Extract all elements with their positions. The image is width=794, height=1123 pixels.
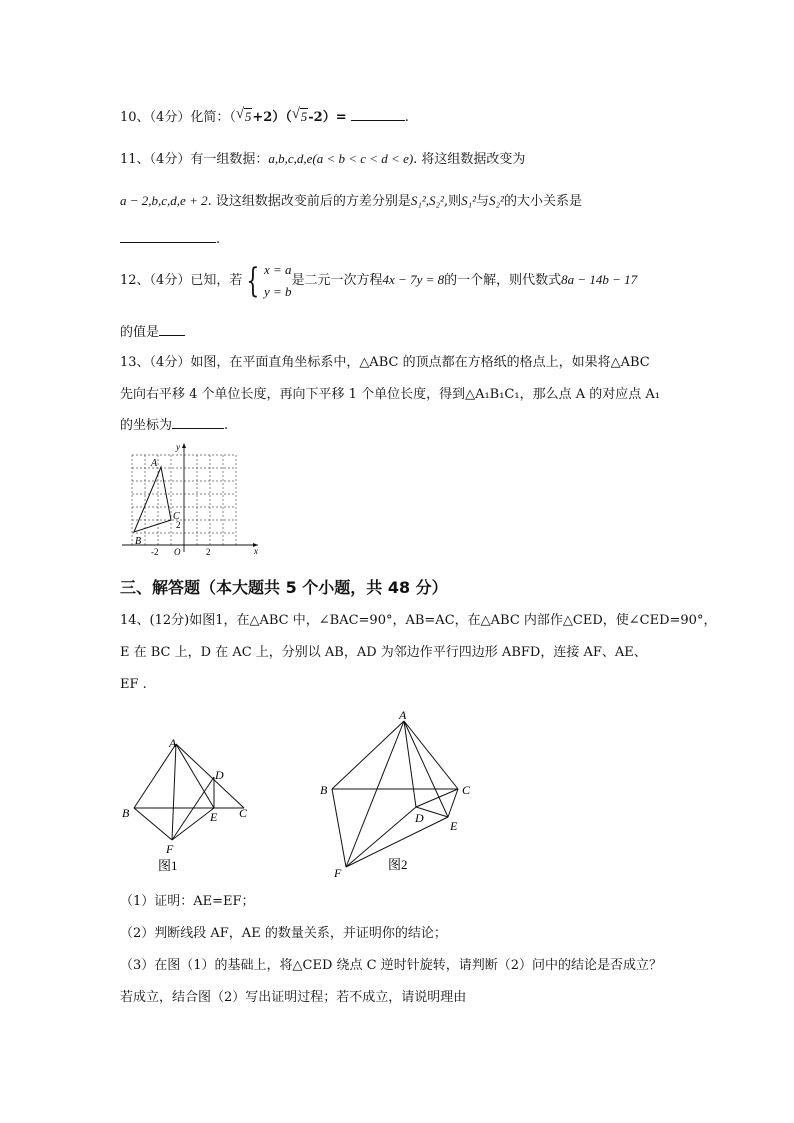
fig2-label-e: E	[450, 819, 458, 833]
fig1-label-b: B	[122, 806, 130, 820]
question-10	[120, 108, 409, 127]
q10-prefix: 10、（4分）化简：（	[120, 110, 236, 125]
seg-ec	[448, 789, 458, 817]
seg-ac	[176, 744, 244, 808]
question-12-line-1	[120, 258, 637, 303]
q11-changed-data: a − 2,b,c,d,e + 2	[120, 193, 208, 208]
question-11-line-1	[120, 150, 525, 169]
label-origin: O	[174, 547, 181, 557]
q11-prefix: 11、（4分）有一组数据：	[120, 152, 269, 167]
q11-answer-blank	[120, 230, 216, 243]
q11-s2: S₂²	[489, 193, 504, 208]
question-12-line-2	[120, 323, 185, 342]
seg-af	[346, 721, 404, 867]
fig2-label-b: B	[320, 783, 328, 797]
fig2-label-a: A	[399, 708, 407, 722]
seg-ab	[332, 721, 404, 789]
q12-answer-blank	[159, 323, 185, 336]
question-14-line-2: E 在 BC 上，D 在 AC 上，分别以 AB，AD 为邻边作平行四边形 ABFD，连接 AF、AE、	[120, 645, 647, 660]
label-y: y	[176, 442, 180, 452]
question-13-line-1: 13、（4分）如图，在平面直角坐标系中，△ABC 的顶点都在方格纸的格点上，如果将△ABC	[120, 355, 650, 370]
q10-suffix: .	[404, 110, 409, 125]
question-11-line-2	[120, 192, 582, 211]
seg-bf	[134, 808, 172, 840]
q10-mid-2: -2）=	[308, 110, 347, 125]
section-heading: 三、解答题（本大题共 5 个小题，共 48 分）	[120, 578, 448, 597]
fig2-label-f: F	[334, 866, 342, 880]
seg-ab	[134, 744, 176, 808]
label-x: x	[254, 546, 258, 556]
q11-end: .	[216, 232, 221, 247]
q13-answer-blank	[172, 416, 224, 429]
q12-prefix: 12、（4分）已知，若	[120, 273, 243, 288]
fig1-label-e: E	[210, 810, 218, 824]
fig1-label-a: A	[169, 736, 177, 750]
q13-line-3-text: 的坐标为	[120, 418, 173, 433]
q12-text-1: 是二元一次方程	[291, 273, 383, 288]
figure-1	[118, 730, 258, 878]
fig1-label-c: C	[239, 806, 248, 820]
seg-dc	[416, 789, 458, 807]
label-a: A	[151, 458, 158, 469]
q11-text-3: ,则	[443, 194, 462, 209]
question-14-line-1: 14、(12分)如图1，在△ABC 中，∠BAC=90°，AB=AC，在△ABC 内部作△CED，使∠CED=90°，	[120, 613, 717, 628]
question-13-line-2: 先向右平移 4 个单位长度，再向下平移 1 个单位长度，得到△A₁B₁C₁，那么点 A 的对应点 A₁	[120, 387, 660, 402]
label-b: B	[135, 536, 142, 547]
q12-eq-1: x = a	[263, 261, 292, 277]
q11-text-5: 的大小关系是	[503, 194, 582, 209]
label-x-2: 2	[206, 547, 211, 557]
fig1-label-d: D	[215, 768, 224, 782]
q10-sqrt-1: √ 5	[235, 106, 252, 124]
q14-part-1: （1）证明：AE=EF；	[120, 894, 255, 909]
q10-answer-blank	[351, 108, 405, 121]
question-13-line-3	[120, 416, 228, 435]
fig2-label-c: C	[462, 783, 471, 797]
fig1-caption: 图1	[158, 858, 178, 873]
q12-eq-2: y = b	[263, 283, 292, 299]
q12-expression: 8a − 14b − 17	[561, 272, 638, 287]
label-neg-2: -2	[151, 547, 159, 557]
label-c: C	[173, 511, 180, 522]
q12-text-2: 的一个解，则代数式	[444, 273, 562, 288]
question-14-line-3: EF .	[120, 677, 147, 692]
q11-text-2: . 设这组数据改变前后的方差分别是	[207, 194, 411, 209]
question-11-line-3	[120, 230, 220, 249]
seg-ae	[176, 744, 214, 808]
seg-af	[172, 744, 176, 840]
q11-tail: . 将这组数据改变为	[413, 152, 526, 167]
q10-sqrt-2: √ 5	[291, 106, 308, 124]
q12-equation: 4x − 7y = 8	[382, 272, 445, 287]
figure-2	[316, 703, 486, 883]
q11-s1: S₁²	[461, 193, 477, 208]
q11-text-4: 与	[476, 194, 490, 209]
seg-ef	[172, 808, 214, 840]
q10-mid-1: +2）（	[252, 110, 292, 125]
triangle-abc	[134, 467, 171, 532]
q14-part-3a: （3）在图（1）的基础上，将△CED 绕点 C 逆时针旋转，请判断（2）问中的结论是否成立？	[120, 958, 663, 973]
q13-coordinate-graph	[118, 440, 268, 558]
fig1-label-f: F	[166, 842, 174, 856]
fig2-label-d: D	[415, 811, 424, 825]
q11-condition: (a < b < c < d < e)	[312, 151, 414, 166]
q11-data: a,b,c,d,e	[268, 151, 313, 166]
q14-part-3b: 若成立，结合图（2）写出证明过程；若不成立，请说明理由	[120, 990, 467, 1005]
seg-bf	[332, 789, 346, 867]
q12-line-2: 的值是	[120, 325, 160, 340]
y-axis-arrow	[182, 443, 186, 448]
fig2-caption: 图2	[388, 857, 408, 872]
label-y-2: 2	[176, 520, 181, 530]
q12-system	[264, 259, 292, 303]
q12-brace: {	[246, 260, 260, 301]
q13-line-3-end: .	[224, 418, 229, 433]
q11-variances: S₁²,S₂²	[410, 193, 444, 208]
q14-part-2: （2）判断线段 AF，AE 的数量关系，并证明你的结论；	[120, 926, 447, 941]
